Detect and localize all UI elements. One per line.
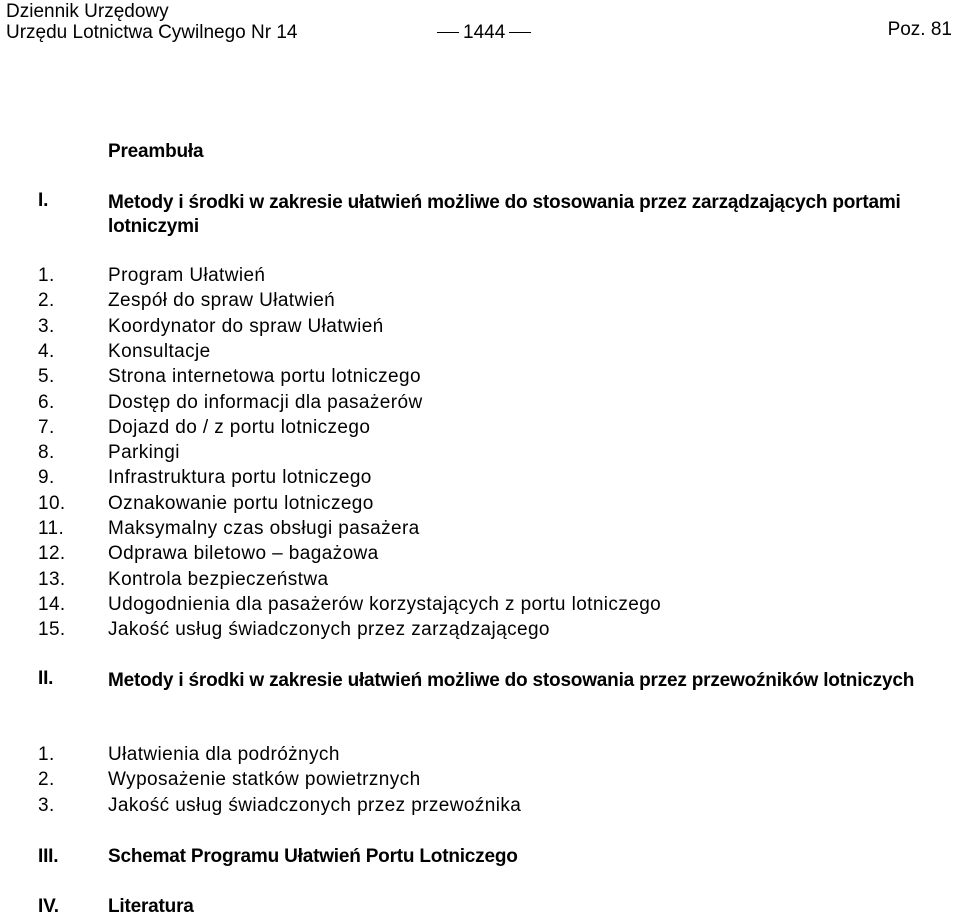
item-text: Udogodnienia dla pasażerów korzystających z portu lotniczego xyxy=(108,594,662,615)
item-number: 14. xyxy=(38,594,66,615)
item-text: Oznakowanie portu lotniczego xyxy=(108,493,374,514)
dash-right xyxy=(509,32,531,33)
item-number: 3. xyxy=(38,795,55,816)
item-number: 2. xyxy=(38,290,55,311)
item-text: Jakość usług świadczonych przez zarządzającego xyxy=(108,619,550,640)
section-title: Metody i środki w zakresie ułatwień możliwe do stosowania przez przewoźników lotniczych xyxy=(108,670,915,691)
office-issue: Urzędu Lotnictwa Cywilnego Nr 14 xyxy=(6,22,298,43)
item-number: 1. xyxy=(38,744,55,765)
item-number: 2. xyxy=(38,769,55,790)
item-number: 10. xyxy=(38,493,66,514)
item-text: Jakość usług świadczonych przez przewoźnika xyxy=(108,795,522,816)
item-text: Odprawa biletowo – bagażowa xyxy=(108,543,379,564)
section-number: II. xyxy=(38,668,54,689)
journal-title: Dziennik Urzędowy xyxy=(6,1,169,22)
item-text: Ułatwienia dla podróżnych xyxy=(108,744,340,765)
section-title: Metody i środki w zakresie ułatwień możliwe do stosowania przez zarządzających portami lotniczymi xyxy=(108,192,901,237)
item-text: Strona internetowa portu lotniczego xyxy=(108,366,421,387)
item-text: Kontrola bezpieczeństwa xyxy=(108,569,329,590)
item-text: Program Ułatwień xyxy=(108,265,266,286)
position-number: Poz. 81 xyxy=(887,19,952,40)
item-number: 5. xyxy=(38,366,55,387)
item-number: 9. xyxy=(38,467,55,488)
dash-left xyxy=(437,32,459,33)
item-number: 6. xyxy=(38,392,55,413)
item-number: 13. xyxy=(38,569,66,590)
section-title: Literatura xyxy=(108,896,194,917)
item-number: 11. xyxy=(38,518,65,539)
item-text: Zespół do spraw Ułatwień xyxy=(108,290,336,311)
item-text: Parkingi xyxy=(108,442,180,463)
item-text: Konsultacje xyxy=(108,341,211,362)
item-text: Dostęp do informacji dla pasażerów xyxy=(108,392,423,413)
item-number: 1. xyxy=(38,265,55,286)
item-number: 12. xyxy=(38,543,66,564)
item-text: Infrastruktura portu lotniczego xyxy=(108,467,372,488)
preamble-heading: Preambuła xyxy=(108,141,204,162)
section-number: I. xyxy=(38,190,49,211)
item-number: 3. xyxy=(38,316,55,337)
item-number: 15. xyxy=(38,619,66,640)
section-number: IV. xyxy=(38,896,59,917)
item-text: Koordynator do spraw Ułatwień xyxy=(108,316,384,337)
section-number: III. xyxy=(38,846,59,867)
item-text: Dojazd do / z portu lotniczego xyxy=(108,417,371,438)
page-number: 1444 xyxy=(463,22,506,43)
item-text: Maksymalny czas obsługi pasażera xyxy=(108,518,420,539)
item-number: 7. xyxy=(38,417,55,438)
item-number: 4. xyxy=(38,341,55,362)
item-text: Wyposażenie statków powietrznych xyxy=(108,769,421,790)
item-number: 8. xyxy=(38,442,55,463)
page-number-block xyxy=(433,23,535,43)
section-title: Schemat Programu Ułatwień Portu Lotniczego xyxy=(108,846,518,867)
